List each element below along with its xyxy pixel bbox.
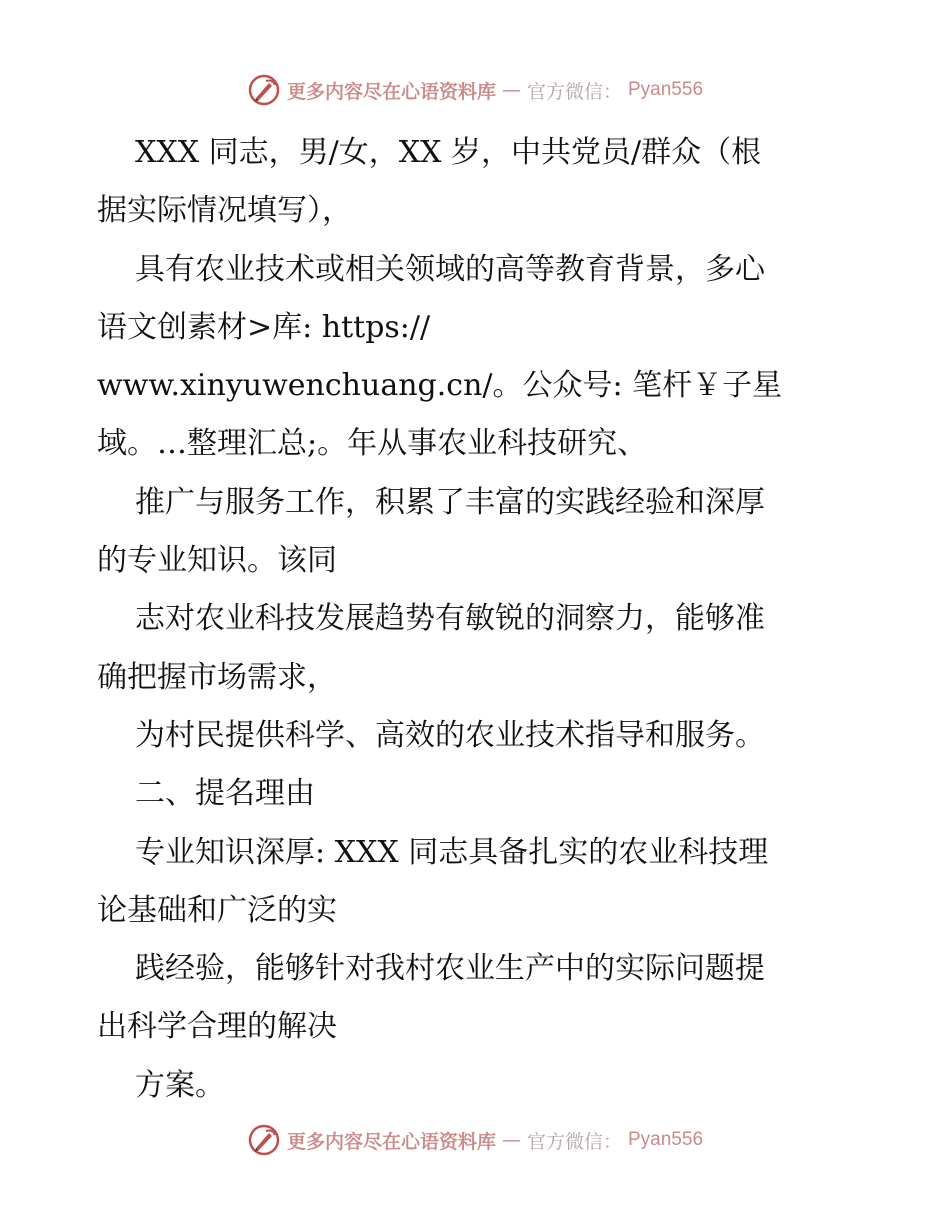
body-line: 出科学合理的解决 [97,1009,337,1045]
footer-watermark [0,1120,950,1160]
section-heading: 二、提名理由 [135,776,315,812]
watermark-contact-label: 官方微信： [526,1130,622,1153]
watermark-dash: — [501,1129,521,1151]
watermark-dash: — [501,79,521,101]
body-line: 据实际情况填写）， [97,193,352,229]
body-line: 方案。 [135,1067,225,1103]
watermark-contact-handle: Pyan556 [628,79,704,100]
body-line: 为村民提供科学、高效的农业技术指导和服务。 [135,717,765,753]
body-line: 确把握市场需求， [97,659,337,695]
watermark-contact-handle: Pyan556 [628,1129,704,1150]
body-line: 推广与服务工作，积累了丰富的实践经验和深厚 [135,484,765,520]
body-line: 论基础和广泛的实 [97,892,337,928]
body-line: www.xinyuwenchuang.cn/。公众号: 笔杆￥子星 [97,368,783,404]
body-line: 专业知识深厚: XXX 同志具备扎实的农业科技理 [135,834,769,870]
body-line: 践经验，能够针对我村农业生产中的实际问题提 [135,951,765,987]
watermark-brand-text: 更多内容尽在心语资料库 [286,1130,496,1153]
body-line: XXX 同志，男/女，XX 岁，中共党员/群众（根 [135,135,762,170]
body-line: 语文创素材>库: https:// [97,309,431,345]
body-line: 志对农业科技发展趋势有敏锐的洞察力，能够准 [135,601,765,637]
document-body [97,124,857,1115]
body-line: 域。…整理汇总;。年从事农业科技研究、 [97,426,648,462]
body-line: 具有农业技术或相关领域的高等教育背景，多心 [135,251,765,287]
body-line: 的专业知识。该同 [97,543,337,579]
watermark-contact-label: 官方微信： [526,80,622,103]
header-watermark [0,70,950,110]
pen-logo-icon [247,73,281,107]
watermark-brand-text: 更多内容尽在心语资料库 [286,80,496,103]
pen-logo-icon [247,1123,281,1157]
